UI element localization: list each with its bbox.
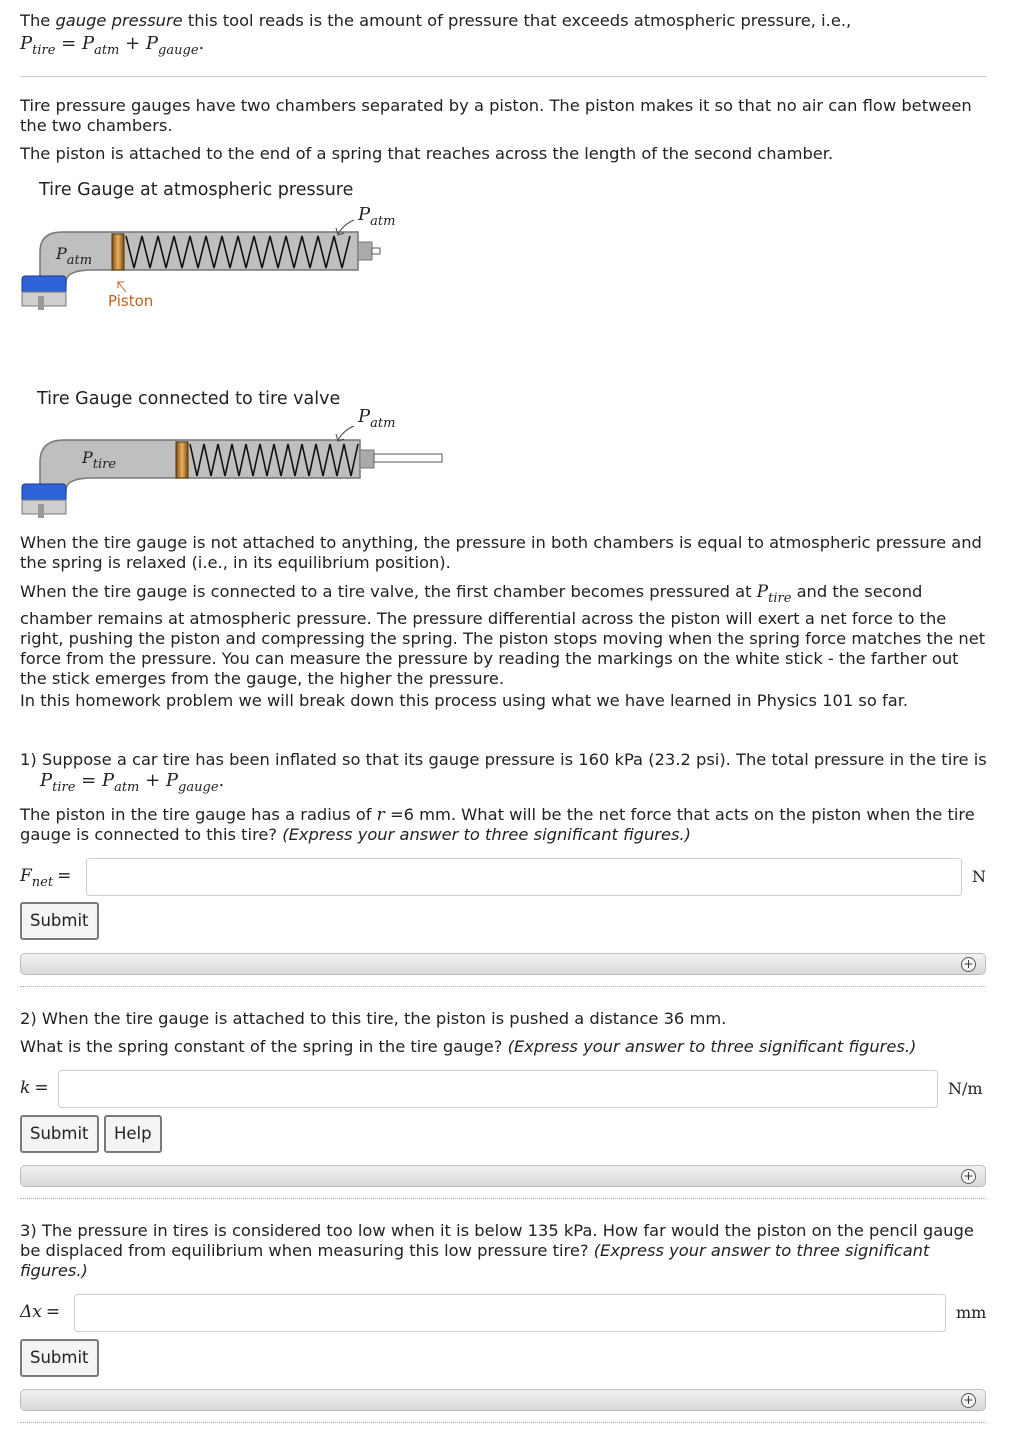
piston-label: Piston bbox=[108, 292, 154, 310]
figure2-title: Tire Gauge connected to tire valve bbox=[37, 389, 341, 409]
intro-formula: $P_{tire} = P_{atm} + P_{gauge}$. bbox=[20, 33, 205, 58]
q1-label: $F_{net}$ = bbox=[20, 866, 72, 890]
figure1-title: Tire Gauge at atmospheric pressure bbox=[39, 180, 354, 200]
q1-unit: N bbox=[972, 867, 986, 886]
explanation-p3: In this homework problem we will break down this process using what we have learned in Physics 101 so far. bbox=[20, 691, 909, 710]
description-p2: The piston is attached to the end of a spring that reaches across the length of the second chamber. bbox=[20, 144, 834, 163]
q2-unit: N/m bbox=[948, 1079, 983, 1098]
q2-separator bbox=[20, 1198, 986, 1199]
description-p1: Tire pressure gauges have two chambers separated by a piston. The piston makes it so that no air can flow between the two chambers. bbox=[20, 96, 972, 135]
fnet-input[interactable] bbox=[86, 858, 962, 896]
q2-text2: What is the spring constant of the spring in the tire gauge? (Express your answer to three significant figures.) bbox=[20, 1037, 917, 1056]
explanation-p2: When the tire gauge is connected to a tire valve, the first chamber becomes pressured at $P_{tire}$ and the second chamber remains at atmospheric pressure. The pressure differential across the piston will exert a net force to the right, pushing the piston and compressing the spring. The piston stops moving when the spring force matches the net force from the pressure. You can measure the pressure by reading the markings on the white stick - the farther out the stick emerges from the gauge, the higher the pressure. bbox=[20, 582, 986, 688]
gauge-cap bbox=[358, 242, 372, 260]
intro-line bbox=[20, 11, 988, 31]
figure2-left-label: $P_{tire}$ bbox=[82, 448, 117, 472]
q2-label: k = bbox=[20, 1078, 49, 1098]
q2-answer-row bbox=[20, 1070, 988, 1110]
q1-text: 1) Suppose a car tire has been inflated so that its gauge pressure is 160 kPa (23.2 psi). The total pressure in the tire is bbox=[20, 750, 987, 769]
divider bbox=[20, 76, 986, 77]
q3-answer-row bbox=[20, 1294, 988, 1334]
q3-label: Δx = bbox=[20, 1302, 61, 1322]
displacement-input[interactable] bbox=[74, 1294, 946, 1332]
q2-hint-bar[interactable] bbox=[20, 1165, 986, 1187]
q3-text: 3) The pressure in tires is considered too low when it is below 135 kPa. How far would the piston on the pencil gauge be displaced from equilibrium when measuring this low pressure tire? (Express your answer to three significant figures.) bbox=[20, 1221, 974, 1280]
valve-stem bbox=[38, 296, 44, 310]
stick-extended bbox=[374, 454, 442, 462]
plus-circle-icon[interactable]: + bbox=[961, 957, 976, 972]
spring-constant-input[interactable] bbox=[58, 1070, 938, 1108]
stick-stub bbox=[372, 248, 380, 254]
q3-unit: mm bbox=[956, 1303, 987, 1322]
q1-answer-row bbox=[20, 858, 988, 898]
q1-text2: The piston in the tire gauge has a radius of r =6 mm. What will be the net force that acts on the piston when the tire gauge is connected to this tire? (Express your answer to three significant figures.) bbox=[20, 805, 975, 844]
q1-separator bbox=[20, 986, 986, 987]
explanation-p1: When the tire gauge is not attached to anything, the pressure in both chambers is equal to atmospheric pressure and the spring is relaxed (i.e., in its equilibrium position). bbox=[20, 533, 982, 572]
intro-emphasis: gauge pressure bbox=[55, 11, 183, 30]
q3-submit-button[interactable]: Submit bbox=[20, 1339, 99, 1377]
q3-hint-bar[interactable] bbox=[20, 1389, 986, 1411]
intro-text-1: The bbox=[20, 11, 56, 30]
q2-help-button[interactable]: Help bbox=[104, 1115, 162, 1153]
q1-formula: $P_{tire} = P_{atm} + P_{gauge}$. bbox=[40, 770, 225, 795]
q1-submit-button[interactable]: Submit bbox=[20, 902, 99, 940]
piston bbox=[112, 234, 124, 270]
q1-hint-bar[interactable] bbox=[20, 953, 986, 975]
q2-submit-button[interactable]: Submit bbox=[20, 1115, 99, 1153]
plus-circle-icon[interactable]: + bbox=[961, 1169, 976, 1184]
figure2-right-label: $P_{atm}$ bbox=[358, 406, 396, 431]
plus-circle-icon[interactable]: + bbox=[961, 1393, 976, 1408]
pointer-arrow-piston bbox=[118, 282, 126, 292]
q2-text1: 2) When the tire gauge is attached to this tire, the piston is pushed a distance 36 mm. bbox=[20, 1009, 727, 1028]
figure1-left-label: $P_{atm}$ bbox=[56, 244, 93, 268]
figure1-right-label: $P_{atm}$ bbox=[358, 204, 396, 229]
intro-text-2: this tool reads is the amount of pressure that exceeds atmospheric pressure, i.e., bbox=[182, 11, 852, 30]
q3-separator bbox=[20, 1422, 986, 1423]
